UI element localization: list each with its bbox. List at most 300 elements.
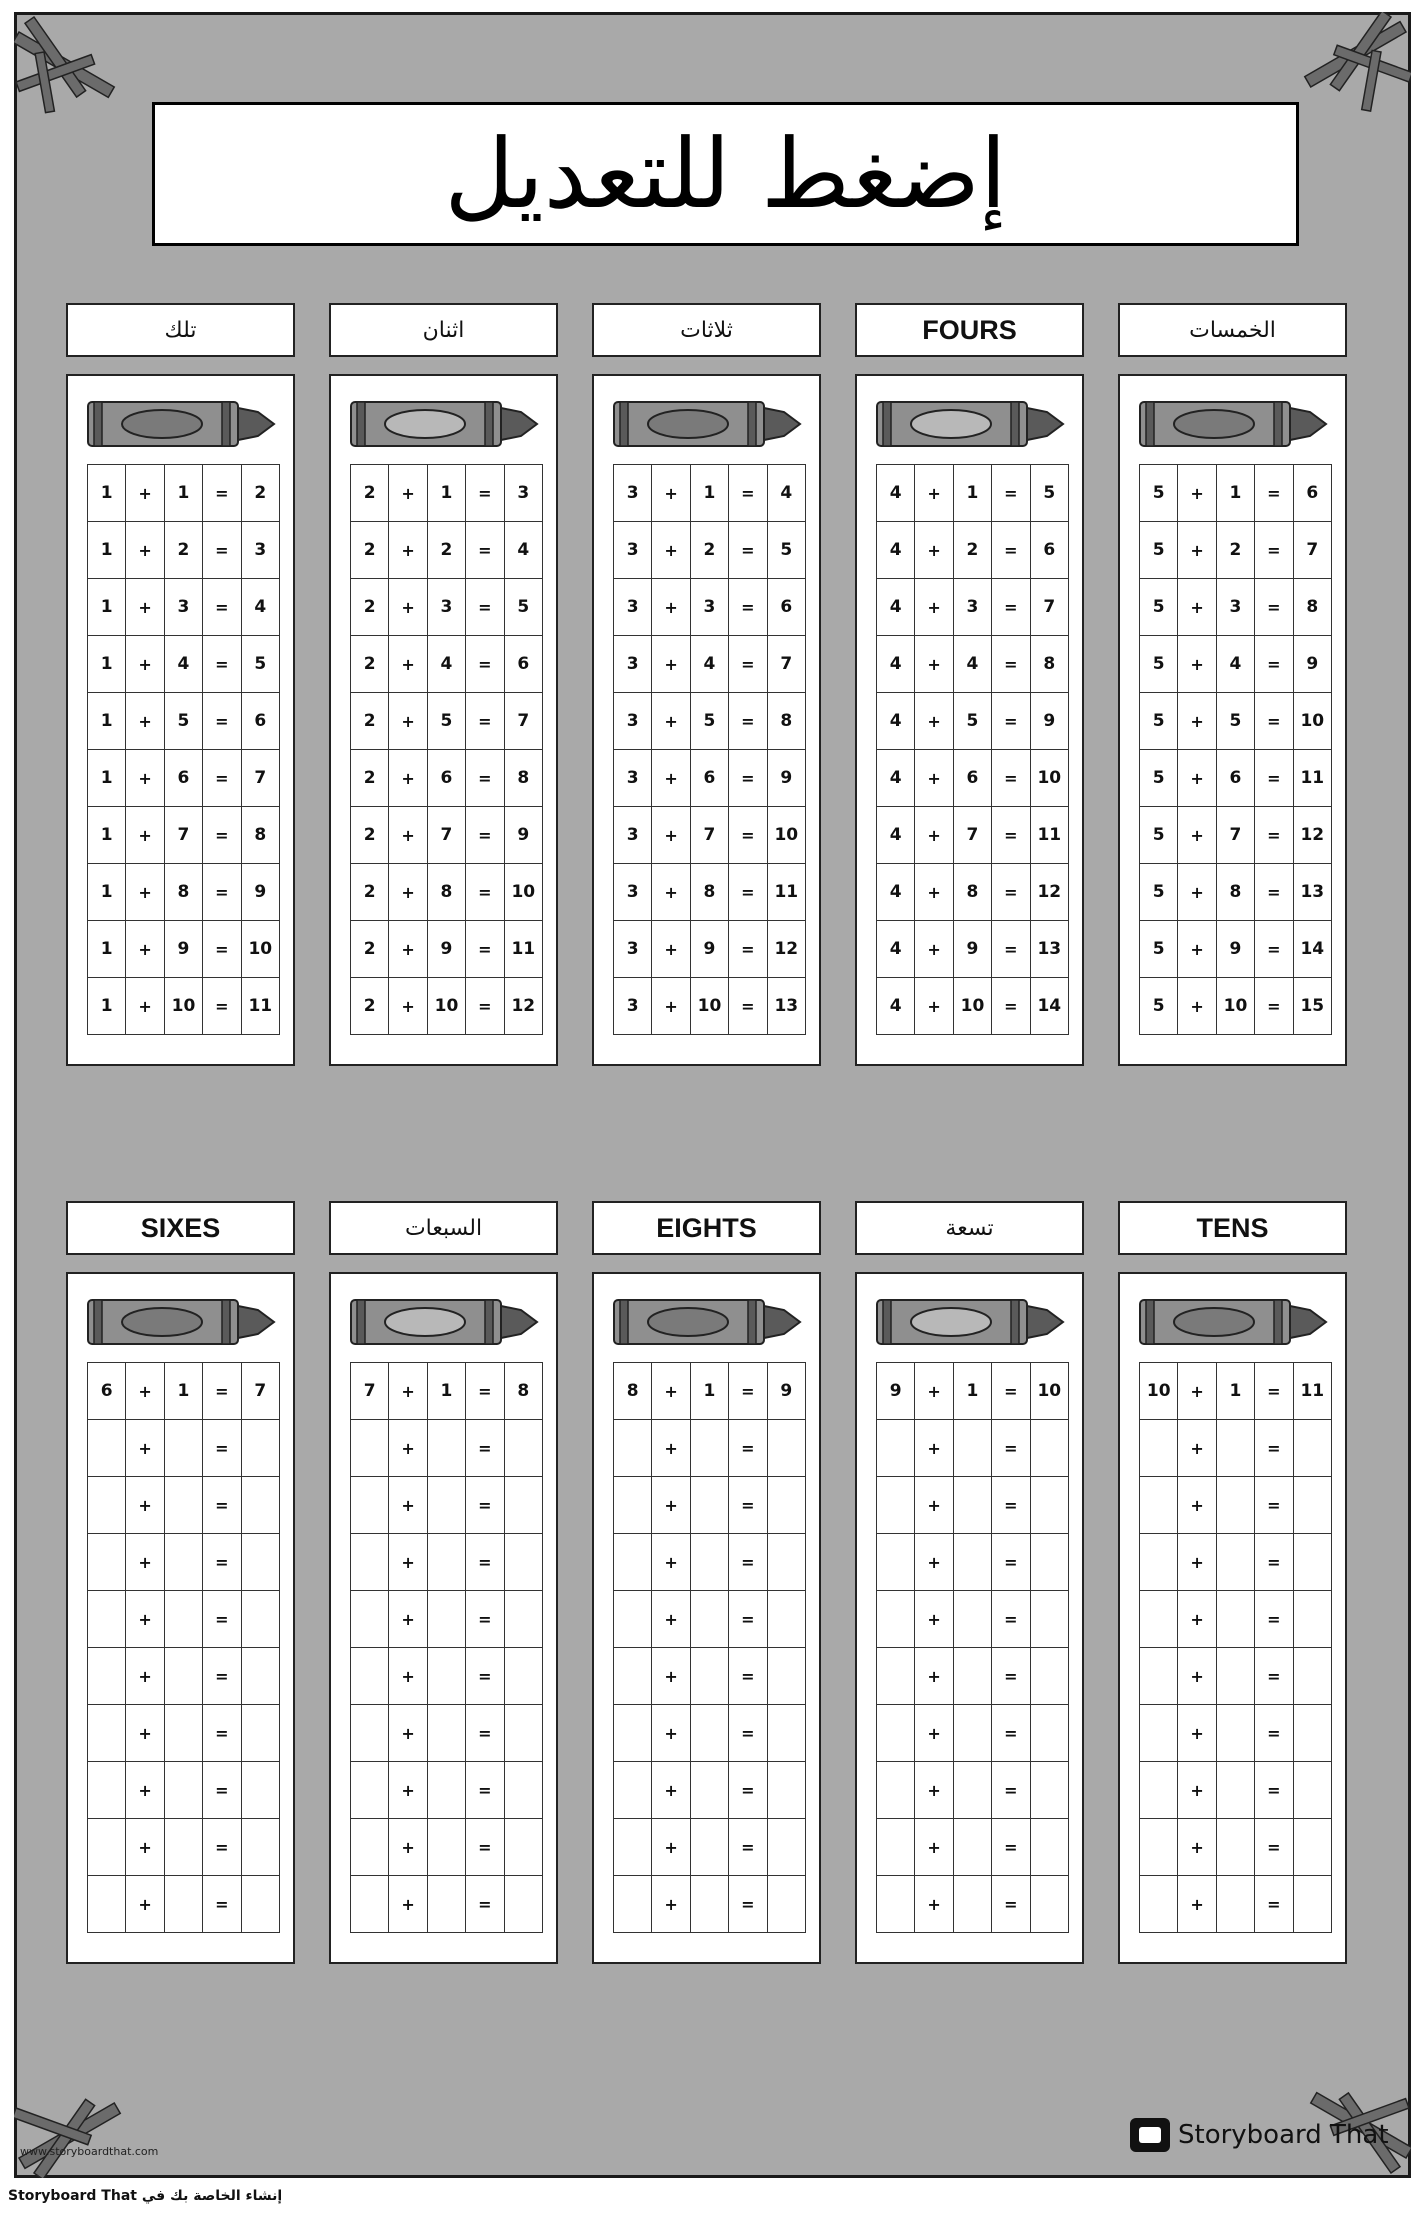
addend-cell[interactable] bbox=[164, 1477, 202, 1534]
addend-cell[interactable] bbox=[1216, 1648, 1254, 1705]
sum-cell[interactable] bbox=[504, 1591, 542, 1648]
addend-cell[interactable] bbox=[614, 1819, 652, 1876]
addend-cell[interactable]: 4 bbox=[877, 579, 915, 636]
addend-cell[interactable] bbox=[351, 1648, 389, 1705]
addend-cell[interactable] bbox=[351, 1876, 389, 1933]
addend-cell[interactable] bbox=[164, 1648, 202, 1705]
addend-cell[interactable] bbox=[1216, 1477, 1254, 1534]
addend-cell[interactable]: 6 bbox=[1216, 750, 1254, 807]
addend-cell[interactable] bbox=[690, 1762, 728, 1819]
addend-cell[interactable]: 4 bbox=[877, 636, 915, 693]
addend-cell[interactable] bbox=[164, 1762, 202, 1819]
addend-cell[interactable] bbox=[1140, 1705, 1178, 1762]
addend-cell[interactable] bbox=[953, 1705, 991, 1762]
sum-cell[interactable]: 6 bbox=[241, 693, 279, 750]
sum-cell[interactable] bbox=[1030, 1705, 1068, 1762]
addend-cell[interactable]: 1 bbox=[1216, 1363, 1254, 1420]
column-label[interactable]: TENS bbox=[1118, 1201, 1347, 1255]
addend-cell[interactable]: 4 bbox=[690, 636, 728, 693]
sum-cell[interactable] bbox=[767, 1648, 805, 1705]
addend-cell[interactable] bbox=[1216, 1591, 1254, 1648]
addend-cell[interactable]: 1 bbox=[953, 465, 991, 522]
sum-cell[interactable] bbox=[1030, 1819, 1068, 1876]
addend-cell[interactable] bbox=[877, 1762, 915, 1819]
addend-cell[interactable]: 2 bbox=[351, 522, 389, 579]
addend-cell[interactable] bbox=[690, 1705, 728, 1762]
addend-cell[interactable]: 3 bbox=[614, 636, 652, 693]
addend-cell[interactable]: 1 bbox=[88, 807, 126, 864]
addend-cell[interactable] bbox=[164, 1819, 202, 1876]
column-label[interactable]: اثنان bbox=[329, 303, 558, 357]
sum-cell[interactable]: 9 bbox=[241, 864, 279, 921]
sum-cell[interactable]: 10 bbox=[1030, 1363, 1068, 1420]
addend-cell[interactable] bbox=[1216, 1420, 1254, 1477]
sum-cell[interactable] bbox=[1030, 1591, 1068, 1648]
sum-cell[interactable] bbox=[1293, 1477, 1331, 1534]
sum-cell[interactable]: 4 bbox=[241, 579, 279, 636]
sum-cell[interactable]: 14 bbox=[1030, 978, 1068, 1035]
addend-cell[interactable] bbox=[877, 1477, 915, 1534]
sum-cell[interactable] bbox=[504, 1477, 542, 1534]
addend-cell[interactable]: 8 bbox=[427, 864, 465, 921]
addend-cell[interactable]: 7 bbox=[164, 807, 202, 864]
addend-cell[interactable] bbox=[351, 1819, 389, 1876]
sum-cell[interactable] bbox=[767, 1420, 805, 1477]
addend-cell[interactable]: 10 bbox=[1216, 978, 1254, 1035]
addend-cell[interactable]: 1 bbox=[1216, 465, 1254, 522]
sum-cell[interactable] bbox=[504, 1534, 542, 1591]
sum-cell[interactable]: 2 bbox=[241, 465, 279, 522]
column-label[interactable]: ثلاثات bbox=[592, 303, 821, 357]
addend-cell[interactable]: 5 bbox=[1216, 693, 1254, 750]
addend-cell[interactable] bbox=[614, 1648, 652, 1705]
column-label[interactable]: تسعة bbox=[855, 1201, 1084, 1255]
addend-cell[interactable] bbox=[427, 1876, 465, 1933]
sum-cell[interactable] bbox=[504, 1648, 542, 1705]
addend-cell[interactable] bbox=[1216, 1762, 1254, 1819]
sum-cell[interactable]: 7 bbox=[767, 636, 805, 693]
addend-cell[interactable]: 5 bbox=[1140, 693, 1178, 750]
addend-cell[interactable]: 9 bbox=[953, 921, 991, 978]
addend-cell[interactable]: 3 bbox=[953, 579, 991, 636]
sum-cell[interactable]: 12 bbox=[767, 921, 805, 978]
column-label[interactable]: السبعات bbox=[329, 1201, 558, 1255]
addend-cell[interactable]: 4 bbox=[877, 750, 915, 807]
addend-cell[interactable]: 5 bbox=[1140, 579, 1178, 636]
sum-cell[interactable]: 4 bbox=[504, 522, 542, 579]
sum-cell[interactable]: 5 bbox=[241, 636, 279, 693]
addend-cell[interactable]: 2 bbox=[351, 978, 389, 1035]
sum-cell[interactable]: 7 bbox=[1030, 579, 1068, 636]
addend-cell[interactable]: 5 bbox=[1140, 978, 1178, 1035]
addend-cell[interactable] bbox=[690, 1648, 728, 1705]
addend-cell[interactable]: 8 bbox=[953, 864, 991, 921]
addend-cell[interactable] bbox=[164, 1534, 202, 1591]
addend-cell[interactable]: 4 bbox=[877, 978, 915, 1035]
addend-cell[interactable] bbox=[690, 1591, 728, 1648]
addend-cell[interactable]: 1 bbox=[88, 864, 126, 921]
sum-cell[interactable]: 7 bbox=[241, 1363, 279, 1420]
addend-cell[interactable] bbox=[427, 1705, 465, 1762]
addend-cell[interactable]: 6 bbox=[427, 750, 465, 807]
addend-cell[interactable] bbox=[614, 1591, 652, 1648]
sum-cell[interactable] bbox=[767, 1876, 805, 1933]
addend-cell[interactable] bbox=[88, 1591, 126, 1648]
addend-cell[interactable]: 4 bbox=[953, 636, 991, 693]
addend-cell[interactable] bbox=[88, 1534, 126, 1591]
addend-cell[interactable] bbox=[690, 1876, 728, 1933]
sum-cell[interactable]: 10 bbox=[1293, 693, 1331, 750]
column-label[interactable]: EIGHTS bbox=[592, 1201, 821, 1255]
addend-cell[interactable]: 2 bbox=[351, 750, 389, 807]
sum-cell[interactable]: 8 bbox=[1030, 636, 1068, 693]
sum-cell[interactable] bbox=[767, 1819, 805, 1876]
addend-cell[interactable]: 4 bbox=[877, 807, 915, 864]
sum-cell[interactable]: 3 bbox=[504, 465, 542, 522]
addend-cell[interactable]: 1 bbox=[427, 465, 465, 522]
sum-cell[interactable] bbox=[241, 1420, 279, 1477]
column-label[interactable]: الخمسات bbox=[1118, 303, 1347, 357]
sum-cell[interactable] bbox=[767, 1534, 805, 1591]
sum-cell[interactable]: 11 bbox=[1293, 1363, 1331, 1420]
addend-cell[interactable] bbox=[690, 1534, 728, 1591]
addend-cell[interactable]: 2 bbox=[351, 807, 389, 864]
addend-cell[interactable] bbox=[877, 1648, 915, 1705]
sum-cell[interactable]: 9 bbox=[1030, 693, 1068, 750]
sum-cell[interactable]: 8 bbox=[504, 1363, 542, 1420]
addend-cell[interactable] bbox=[877, 1705, 915, 1762]
addend-cell[interactable]: 3 bbox=[614, 465, 652, 522]
addend-cell[interactable]: 9 bbox=[164, 921, 202, 978]
addend-cell[interactable]: 2 bbox=[351, 693, 389, 750]
sum-cell[interactable]: 9 bbox=[1293, 636, 1331, 693]
addend-cell[interactable]: 10 bbox=[427, 978, 465, 1035]
sum-cell[interactable] bbox=[504, 1819, 542, 1876]
sum-cell[interactable]: 15 bbox=[1293, 978, 1331, 1035]
addend-cell[interactable] bbox=[1140, 1477, 1178, 1534]
sum-cell[interactable]: 9 bbox=[504, 807, 542, 864]
sum-cell[interactable] bbox=[1293, 1648, 1331, 1705]
addend-cell[interactable]: 1 bbox=[88, 465, 126, 522]
addend-cell[interactable] bbox=[953, 1591, 991, 1648]
addend-cell[interactable] bbox=[953, 1819, 991, 1876]
addend-cell[interactable]: 3 bbox=[614, 750, 652, 807]
addend-cell[interactable]: 1 bbox=[690, 465, 728, 522]
sum-cell[interactable]: 9 bbox=[767, 750, 805, 807]
sum-cell[interactable]: 10 bbox=[241, 921, 279, 978]
addend-cell[interactable]: 5 bbox=[1140, 750, 1178, 807]
addend-cell[interactable]: 5 bbox=[1140, 864, 1178, 921]
addend-cell[interactable]: 9 bbox=[427, 921, 465, 978]
sum-cell[interactable]: 7 bbox=[241, 750, 279, 807]
sum-cell[interactable]: 10 bbox=[504, 864, 542, 921]
addend-cell[interactable]: 1 bbox=[88, 522, 126, 579]
addend-cell[interactable]: 2 bbox=[351, 465, 389, 522]
addend-cell[interactable]: 9 bbox=[877, 1363, 915, 1420]
addend-cell[interactable]: 3 bbox=[164, 579, 202, 636]
addend-cell[interactable]: 10 bbox=[953, 978, 991, 1035]
sum-cell[interactable] bbox=[241, 1819, 279, 1876]
sum-cell[interactable]: 3 bbox=[241, 522, 279, 579]
addend-cell[interactable]: 5 bbox=[1140, 465, 1178, 522]
addend-cell[interactable]: 7 bbox=[1216, 807, 1254, 864]
addend-cell[interactable] bbox=[877, 1591, 915, 1648]
addend-cell[interactable]: 5 bbox=[1140, 921, 1178, 978]
addend-cell[interactable]: 3 bbox=[614, 807, 652, 864]
addend-cell[interactable]: 5 bbox=[164, 693, 202, 750]
addend-cell[interactable] bbox=[351, 1477, 389, 1534]
addend-cell[interactable]: 3 bbox=[614, 579, 652, 636]
sum-cell[interactable] bbox=[1030, 1648, 1068, 1705]
addend-cell[interactable] bbox=[1140, 1762, 1178, 1819]
addend-cell[interactable] bbox=[427, 1762, 465, 1819]
addend-cell[interactable] bbox=[88, 1819, 126, 1876]
addend-cell[interactable] bbox=[88, 1477, 126, 1534]
sum-cell[interactable] bbox=[1293, 1534, 1331, 1591]
addend-cell[interactable]: 9 bbox=[690, 921, 728, 978]
addend-cell[interactable]: 6 bbox=[690, 750, 728, 807]
addend-cell[interactable]: 5 bbox=[953, 693, 991, 750]
sum-cell[interactable]: 7 bbox=[1293, 522, 1331, 579]
sum-cell[interactable]: 9 bbox=[767, 1363, 805, 1420]
addend-cell[interactable]: 5 bbox=[1140, 522, 1178, 579]
addend-cell[interactable]: 1 bbox=[690, 1363, 728, 1420]
addend-cell[interactable]: 2 bbox=[351, 579, 389, 636]
addend-cell[interactable] bbox=[877, 1819, 915, 1876]
sum-cell[interactable]: 6 bbox=[504, 636, 542, 693]
addend-cell[interactable] bbox=[877, 1534, 915, 1591]
addend-cell[interactable]: 1 bbox=[88, 579, 126, 636]
addend-cell[interactable]: 4 bbox=[877, 921, 915, 978]
addend-cell[interactable] bbox=[953, 1648, 991, 1705]
addend-cell[interactable]: 1 bbox=[88, 978, 126, 1035]
addend-cell[interactable]: 10 bbox=[164, 978, 202, 1035]
sum-cell[interactable] bbox=[767, 1762, 805, 1819]
addend-cell[interactable] bbox=[427, 1591, 465, 1648]
addend-cell[interactable]: 8 bbox=[1216, 864, 1254, 921]
addend-cell[interactable]: 4 bbox=[1216, 636, 1254, 693]
addend-cell[interactable]: 8 bbox=[164, 864, 202, 921]
sum-cell[interactable]: 14 bbox=[1293, 921, 1331, 978]
addend-cell[interactable]: 7 bbox=[351, 1363, 389, 1420]
addend-cell[interactable] bbox=[877, 1876, 915, 1933]
addend-cell[interactable]: 1 bbox=[427, 1363, 465, 1420]
addend-cell[interactable] bbox=[164, 1705, 202, 1762]
addend-cell[interactable] bbox=[1216, 1534, 1254, 1591]
addend-cell[interactable]: 5 bbox=[427, 693, 465, 750]
addend-cell[interactable]: 2 bbox=[1216, 522, 1254, 579]
sum-cell[interactable]: 10 bbox=[767, 807, 805, 864]
addend-cell[interactable] bbox=[164, 1591, 202, 1648]
addend-cell[interactable]: 7 bbox=[953, 807, 991, 864]
sum-cell[interactable]: 8 bbox=[241, 807, 279, 864]
addend-cell[interactable]: 5 bbox=[690, 693, 728, 750]
addend-cell[interactable]: 3 bbox=[1216, 579, 1254, 636]
column-label[interactable]: FOURS bbox=[855, 303, 1084, 357]
addend-cell[interactable]: 3 bbox=[614, 978, 652, 1035]
addend-cell[interactable]: 2 bbox=[164, 522, 202, 579]
addend-cell[interactable] bbox=[351, 1705, 389, 1762]
addend-cell[interactable] bbox=[690, 1819, 728, 1876]
addend-cell[interactable]: 2 bbox=[351, 921, 389, 978]
addend-cell[interactable]: 2 bbox=[351, 636, 389, 693]
sum-cell[interactable] bbox=[767, 1591, 805, 1648]
sum-cell[interactable]: 11 bbox=[241, 978, 279, 1035]
addend-cell[interactable] bbox=[88, 1762, 126, 1819]
addend-cell[interactable] bbox=[614, 1705, 652, 1762]
storyboard-that-logo[interactable] bbox=[1130, 2118, 1389, 2152]
addend-cell[interactable]: 1 bbox=[88, 636, 126, 693]
sum-cell[interactable] bbox=[241, 1534, 279, 1591]
addend-cell[interactable] bbox=[877, 1420, 915, 1477]
sum-cell[interactable] bbox=[504, 1420, 542, 1477]
column-label[interactable]: SIXES bbox=[66, 1201, 295, 1255]
addend-cell[interactable] bbox=[614, 1762, 652, 1819]
addend-cell[interactable]: 3 bbox=[690, 579, 728, 636]
addend-cell[interactable] bbox=[1140, 1420, 1178, 1477]
sum-cell[interactable]: 11 bbox=[1030, 807, 1068, 864]
sum-cell[interactable] bbox=[767, 1477, 805, 1534]
sum-cell[interactable] bbox=[241, 1876, 279, 1933]
addend-cell[interactable] bbox=[88, 1876, 126, 1933]
sum-cell[interactable]: 11 bbox=[1293, 750, 1331, 807]
sum-cell[interactable]: 8 bbox=[504, 750, 542, 807]
addend-cell[interactable] bbox=[1216, 1819, 1254, 1876]
title-box[interactable] bbox=[152, 102, 1299, 246]
addend-cell[interactable]: 6 bbox=[164, 750, 202, 807]
addend-cell[interactable]: 1 bbox=[164, 465, 202, 522]
sum-cell[interactable]: 8 bbox=[767, 693, 805, 750]
sum-cell[interactable] bbox=[241, 1705, 279, 1762]
addend-cell[interactable] bbox=[953, 1876, 991, 1933]
sum-cell[interactable] bbox=[241, 1477, 279, 1534]
column-label[interactable]: تلك bbox=[66, 303, 295, 357]
sum-cell[interactable] bbox=[241, 1762, 279, 1819]
sum-cell[interactable] bbox=[1030, 1420, 1068, 1477]
sum-cell[interactable]: 5 bbox=[1030, 465, 1068, 522]
addend-cell[interactable]: 8 bbox=[690, 864, 728, 921]
sum-cell[interactable]: 12 bbox=[504, 978, 542, 1035]
addend-cell[interactable] bbox=[1140, 1534, 1178, 1591]
addend-cell[interactable] bbox=[351, 1591, 389, 1648]
sum-cell[interactable] bbox=[504, 1762, 542, 1819]
addend-cell[interactable]: 3 bbox=[427, 579, 465, 636]
sum-cell[interactable] bbox=[504, 1876, 542, 1933]
addend-cell[interactable] bbox=[351, 1420, 389, 1477]
footer-credit[interactable]: إنشاء الخاصة بك في Storyboard That bbox=[8, 2188, 283, 2204]
addend-cell[interactable]: 3 bbox=[614, 864, 652, 921]
sum-cell[interactable] bbox=[241, 1591, 279, 1648]
sum-cell[interactable]: 7 bbox=[504, 693, 542, 750]
addend-cell[interactable]: 2 bbox=[953, 522, 991, 579]
addend-cell[interactable]: 2 bbox=[351, 864, 389, 921]
addend-cell[interactable] bbox=[427, 1819, 465, 1876]
sum-cell[interactable]: 5 bbox=[767, 522, 805, 579]
addend-cell[interactable] bbox=[427, 1534, 465, 1591]
addend-cell[interactable] bbox=[690, 1420, 728, 1477]
addend-cell[interactable]: 6 bbox=[953, 750, 991, 807]
sum-cell[interactable] bbox=[504, 1705, 542, 1762]
addend-cell[interactable]: 4 bbox=[427, 636, 465, 693]
sum-cell[interactable]: 6 bbox=[767, 579, 805, 636]
sum-cell[interactable]: 5 bbox=[504, 579, 542, 636]
addend-cell[interactable] bbox=[614, 1534, 652, 1591]
addend-cell[interactable]: 2 bbox=[690, 522, 728, 579]
addend-cell[interactable]: 1 bbox=[88, 750, 126, 807]
sum-cell[interactable]: 11 bbox=[504, 921, 542, 978]
sum-cell[interactable] bbox=[1293, 1591, 1331, 1648]
addend-cell[interactable] bbox=[351, 1762, 389, 1819]
sum-cell[interactable]: 13 bbox=[1293, 864, 1331, 921]
addend-cell[interactable]: 3 bbox=[614, 921, 652, 978]
addend-cell[interactable] bbox=[614, 1420, 652, 1477]
sum-cell[interactable]: 13 bbox=[767, 978, 805, 1035]
addend-cell[interactable]: 10 bbox=[1140, 1363, 1178, 1420]
addend-cell[interactable] bbox=[351, 1534, 389, 1591]
sum-cell[interactable]: 4 bbox=[767, 465, 805, 522]
addend-cell[interactable]: 6 bbox=[88, 1363, 126, 1420]
sum-cell[interactable] bbox=[241, 1648, 279, 1705]
sum-cell[interactable] bbox=[1030, 1534, 1068, 1591]
addend-cell[interactable] bbox=[1140, 1876, 1178, 1933]
addend-cell[interactable] bbox=[88, 1648, 126, 1705]
addend-cell[interactable] bbox=[1140, 1648, 1178, 1705]
addend-cell[interactable]: 5 bbox=[1140, 636, 1178, 693]
sum-cell[interactable] bbox=[1293, 1819, 1331, 1876]
sum-cell[interactable] bbox=[1293, 1705, 1331, 1762]
addend-cell[interactable]: 4 bbox=[877, 465, 915, 522]
addend-cell[interactable] bbox=[88, 1420, 126, 1477]
sum-cell[interactable]: 11 bbox=[767, 864, 805, 921]
addend-cell[interactable] bbox=[1140, 1819, 1178, 1876]
addend-cell[interactable]: 3 bbox=[614, 522, 652, 579]
sum-cell[interactable]: 13 bbox=[1030, 921, 1068, 978]
addend-cell[interactable] bbox=[614, 1876, 652, 1933]
sum-cell[interactable]: 6 bbox=[1293, 465, 1331, 522]
addend-cell[interactable] bbox=[690, 1477, 728, 1534]
addend-cell[interactable] bbox=[427, 1477, 465, 1534]
addend-cell[interactable]: 4 bbox=[164, 636, 202, 693]
addend-cell[interactable]: 7 bbox=[427, 807, 465, 864]
addend-cell[interactable]: 1 bbox=[88, 921, 126, 978]
addend-cell[interactable]: 2 bbox=[427, 522, 465, 579]
addend-cell[interactable]: 4 bbox=[877, 522, 915, 579]
addend-cell[interactable] bbox=[1140, 1591, 1178, 1648]
sum-cell[interactable] bbox=[1293, 1762, 1331, 1819]
addend-cell[interactable]: 10 bbox=[690, 978, 728, 1035]
addend-cell[interactable] bbox=[953, 1420, 991, 1477]
addend-cell[interactable]: 9 bbox=[1216, 921, 1254, 978]
addend-cell[interactable] bbox=[164, 1876, 202, 1933]
addend-cell[interactable] bbox=[953, 1477, 991, 1534]
addend-cell[interactable] bbox=[953, 1762, 991, 1819]
addend-cell[interactable] bbox=[427, 1420, 465, 1477]
addend-cell[interactable] bbox=[1216, 1876, 1254, 1933]
addend-cell[interactable]: 3 bbox=[614, 693, 652, 750]
sum-cell[interactable] bbox=[1293, 1876, 1331, 1933]
addend-cell[interactable]: 4 bbox=[877, 864, 915, 921]
addend-cell[interactable] bbox=[427, 1648, 465, 1705]
sum-cell[interactable] bbox=[767, 1705, 805, 1762]
sum-cell[interactable]: 12 bbox=[1030, 864, 1068, 921]
sum-cell[interactable]: 10 bbox=[1030, 750, 1068, 807]
addend-cell[interactable]: 8 bbox=[614, 1363, 652, 1420]
addend-cell[interactable]: 1 bbox=[953, 1363, 991, 1420]
sum-cell[interactable]: 6 bbox=[1030, 522, 1068, 579]
sum-cell[interactable] bbox=[1030, 1762, 1068, 1819]
addend-cell[interactable]: 4 bbox=[877, 693, 915, 750]
sum-cell[interactable] bbox=[1030, 1477, 1068, 1534]
